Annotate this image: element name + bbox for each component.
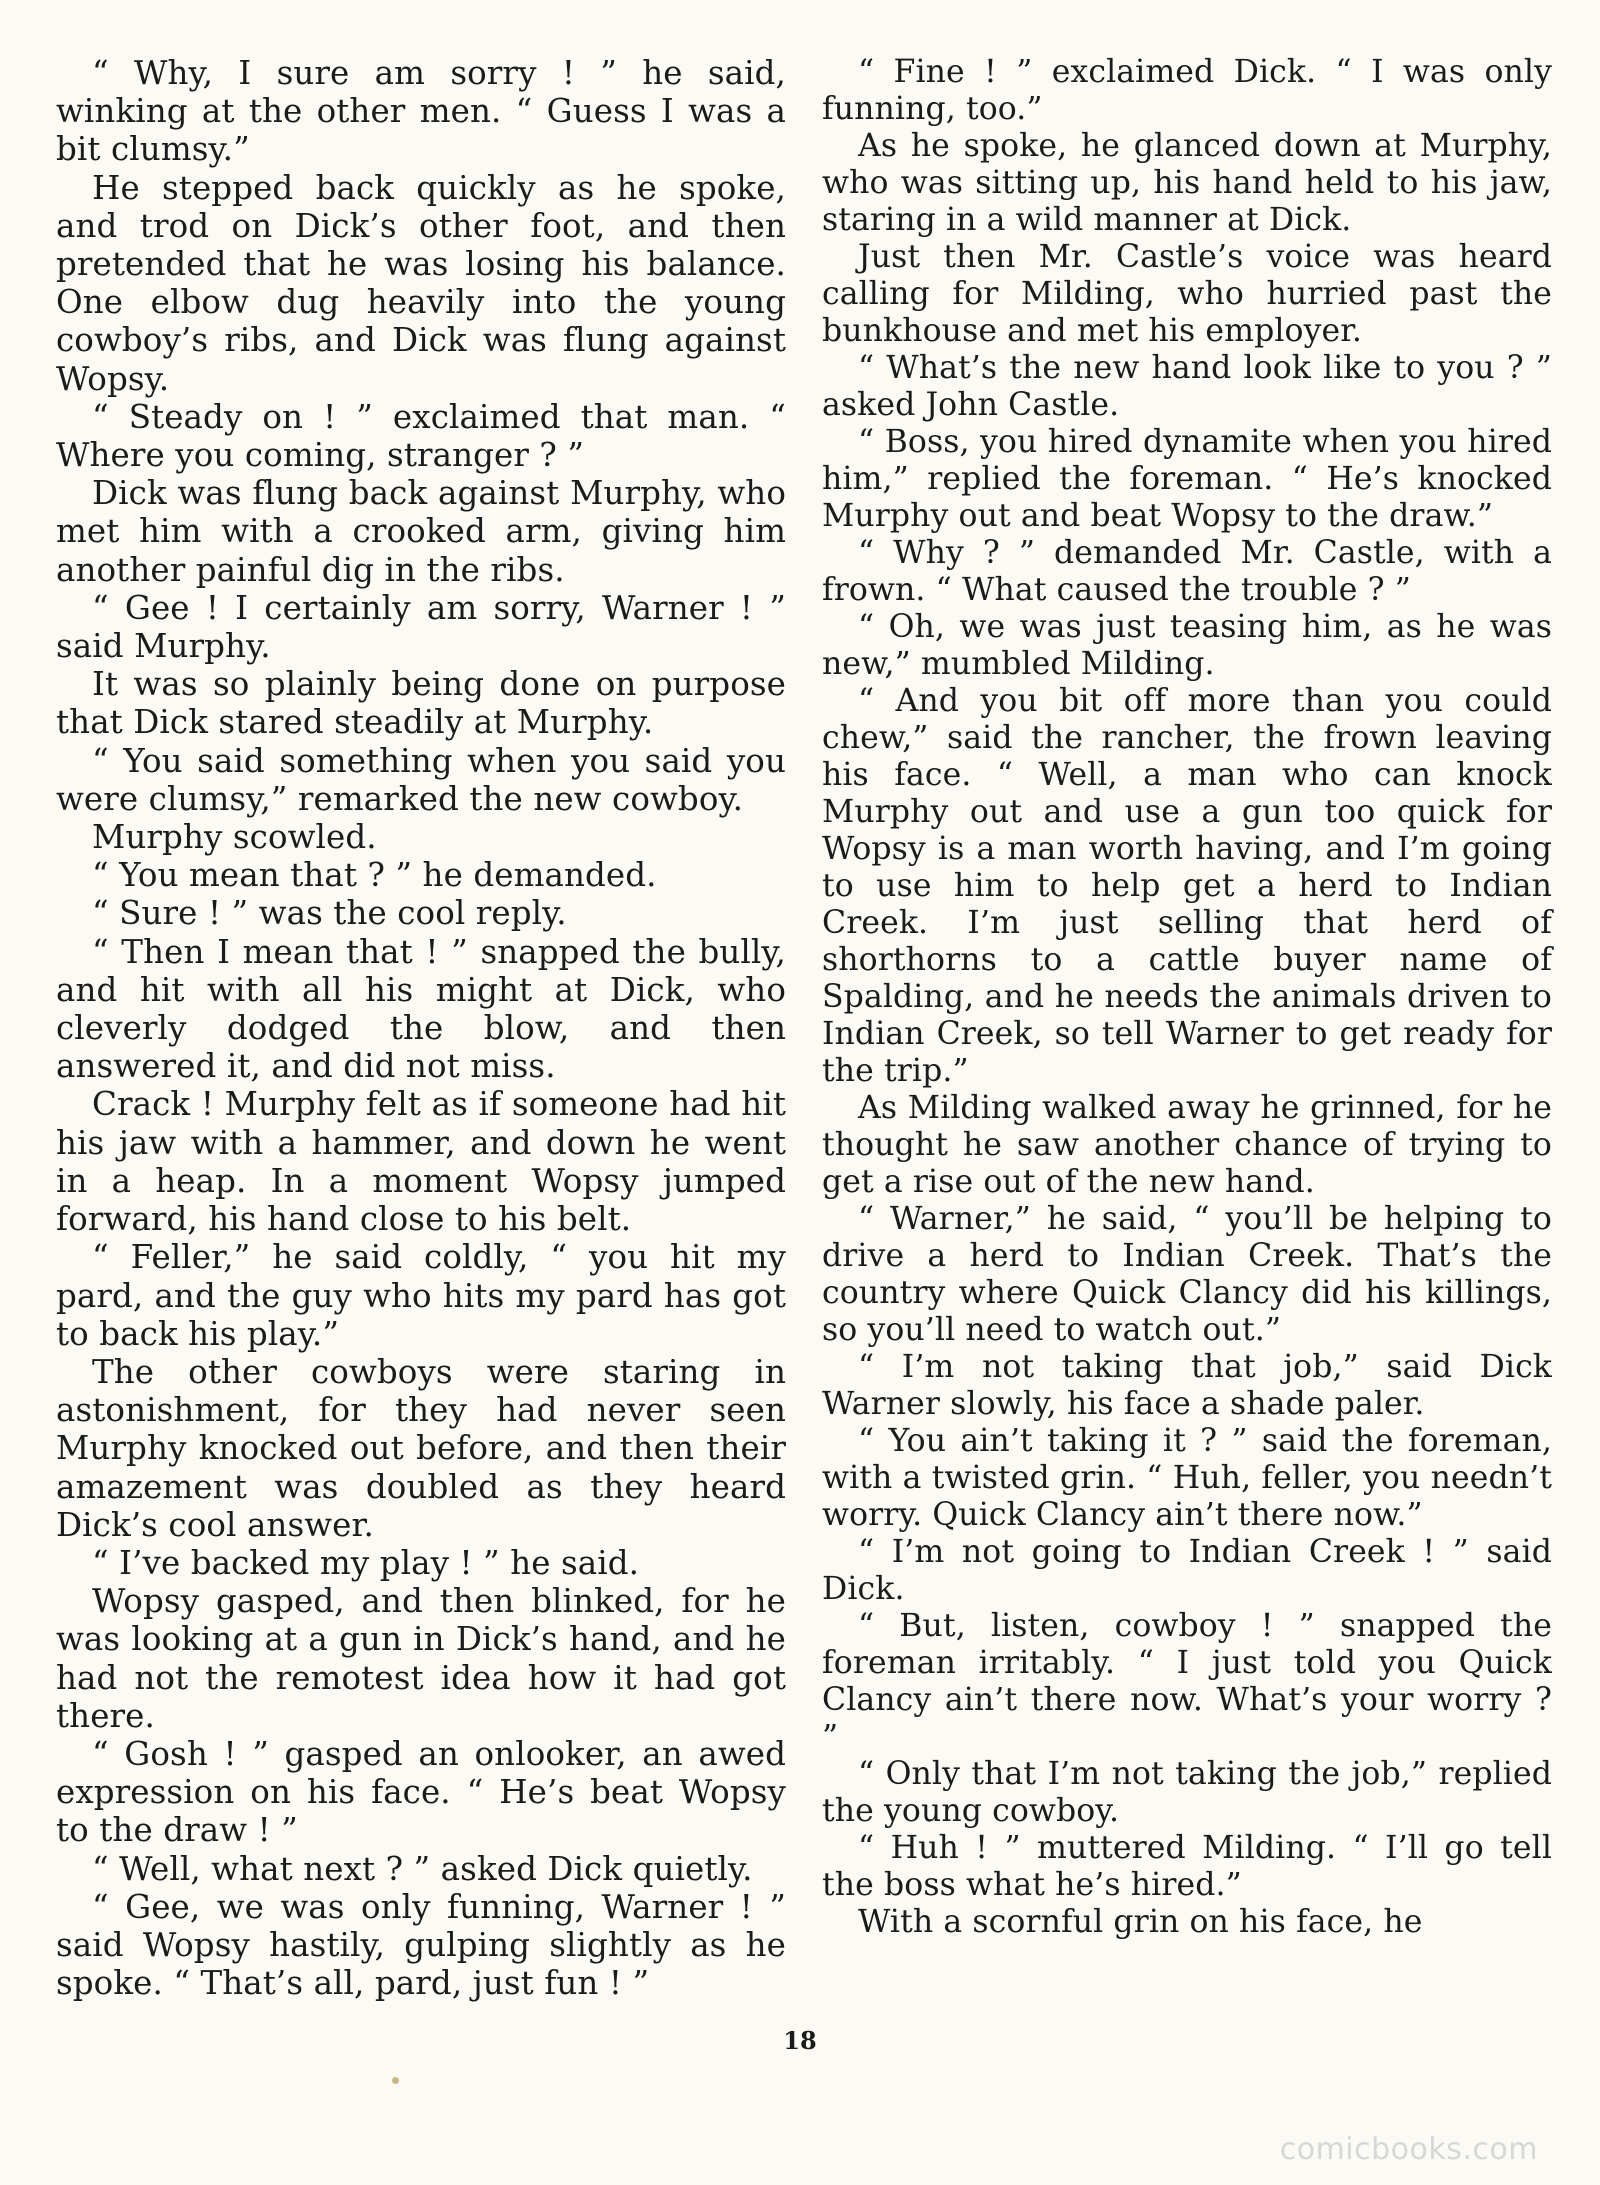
- paragraph: “ I’m not going to Indian Creek ! ” said Dick.: [822, 1534, 1552, 1607]
- paragraph: “ Warner,” he said, “ you’ll be helping to drive a herd to Indian Creek. That’s the country where Quick Clancy did his killings, so you’ll need to watch out.”: [822, 1201, 1552, 1348]
- paragraph: “ I’ve backed my play ! ” he said.: [92, 1543, 640, 1582]
- paragraph: As Milding walked away he grinned, for he thought he saw another chance of trying to get a rise out of the new hand.: [822, 1090, 1552, 1200]
- paragraph: Crack ! Murphy felt as if someone had hit his jaw with a hammer, and down he went in a heap. In a moment Wopsy jumped forward, his hand close to his belt.: [56, 1085, 786, 1239]
- paragraph: As he spoke, he glanced down at Murphy, who was sitting up, his hand held to his jaw, staring in a wild manner at Dick.: [822, 128, 1552, 238]
- paper-speck: [392, 2077, 399, 2084]
- paragraph: “ Steady on ! ” exclaimed that man. “ Where you coming, stranger ? ”: [56, 397, 786, 475]
- paragraph: Dick was flung back against Murphy, who met him with a crooked arm, giving him another painful dig in the ribs.: [56, 474, 786, 589]
- paragraph: “ Then I mean that ! ” snapped the bully, and hit with all his might at Dick, who cleverly dodged the blow, and then answered it, and did not miss.: [56, 932, 786, 1086]
- paragraph: “ I’m not taking that job,” said Dick Warner slowly, his face a shade paler.: [822, 1349, 1552, 1422]
- paragraph: Murphy scowled.: [92, 818, 377, 857]
- paragraph: The other cowboys were staring in astonishment, for they had never seen Murphy knocked out before, and then their amazement was doubled as they heard Dick’s cool answer.: [56, 1352, 786, 1544]
- paragraph: It was so plainly being done on purpose that Dick stared steadily at Murphy.: [56, 665, 786, 742]
- right-text-column: [822, 54, 1552, 1941]
- paragraph: With a scornful grin on his face, he: [858, 1904, 1423, 1940]
- paragraph: “ Why ? ” demanded Mr. Castle, with a frown. “ What caused the trouble ? ”: [822, 535, 1552, 608]
- paragraph: “ Why, I sure am sorry ! ” he said, winking at the other men. “ Guess I was a bit clumsy.”: [56, 54, 786, 169]
- paragraph: “ Feller,” he said coldly, “ you hit my pard, and the guy who hits my pard has got to back his play.”: [56, 1238, 786, 1353]
- paragraph: “ Oh, we was just teasing him, as he was new,” mumbled Milding.: [822, 609, 1552, 682]
- paragraph: “ Well, what next ? ” asked Dick quietly.: [92, 1849, 753, 1888]
- paragraph: “ Only that I’m not taking the job,” replied the young cowboy.: [822, 1756, 1552, 1829]
- paragraph: “ Gosh ! ” gasped an onlooker, an awed expression on his face. “ He’s beat Wopsy to the draw ! ”: [56, 1734, 786, 1850]
- paragraph: “ You said something when you said you were clumsy,” remarked the new cowboy.: [56, 741, 786, 818]
- paragraph: “ But, listen, cowboy ! ” snapped the foreman irritably. “ I just told you Quick Clancy ain’t there now. What’s your worry ? ”: [822, 1608, 1552, 1755]
- watermark: comicbooks.com: [1279, 2132, 1538, 2167]
- paragraph: “ Gee, we was only funning, Warner ! ” said Wopsy hastily, gulping slightly as he spoke. “ That’s all, pard, just fun ! ”: [56, 1887, 786, 2003]
- paragraph: “ You ain’t taking it ? ” said the foreman, with a twisted grin. “ Huh, feller, you needn’t worry. Quick Clancy ain’t there now.”: [822, 1423, 1552, 1533]
- paragraph: “ And you bit off more than you could chew,” said the rancher, the frown leaving his face. “ Well, a man who can knock Murphy out and use a gun too quick for Wopsy is a man worth having, and I’m going to use him to help get a herd to Indian Creek. I’m just selling that herd of shorthorns to a cattle buyer name of Spalding, and he needs the animals driven to Indian Creek, so tell Warner to get ready for the trip.”: [822, 683, 1552, 1089]
- paragraph: Just then Mr. Castle’s voice was heard calling for Milding, who hurried past the bunkhouse and met his employer.: [822, 239, 1552, 349]
- paragraph: “ Gee ! I certainly am sorry, Warner ! ” said Murphy.: [56, 588, 786, 666]
- left-text-column: [56, 54, 786, 2002]
- paragraph: “ Fine ! ” exclaimed Dick. “ I was only funning, too.”: [822, 54, 1552, 127]
- paragraph: “ Huh ! ” muttered Milding. “ I’ll go tell the boss what he’s hired.”: [822, 1830, 1552, 1903]
- paragraph: Wopsy gasped, and then blinked, for he was looking at a gun in Dick’s hand, and he had not the remotest idea how it had got there.: [56, 1582, 786, 1735]
- paragraph: He stepped back quickly as he spoke, and trod on Dick’s other foot, and then pretended that he was losing his balance. One elbow dug heavily into the young cowboy’s ribs, and Dick was flung against Wopsy.: [56, 168, 786, 398]
- page-number: 18: [783, 2026, 817, 2055]
- paragraph: “ Boss, you hired dynamite when you hired him,” replied the foreman. “ He’s knocked Murphy out and beat Wopsy to the draw.”: [822, 424, 1552, 534]
- paragraph: “ Sure ! ” was the cool reply.: [92, 894, 567, 933]
- paragraph: “ You mean that ? ” he demanded.: [92, 856, 657, 895]
- paragraph: “ What’s the new hand look like to you ? ” asked John Castle.: [822, 350, 1552, 423]
